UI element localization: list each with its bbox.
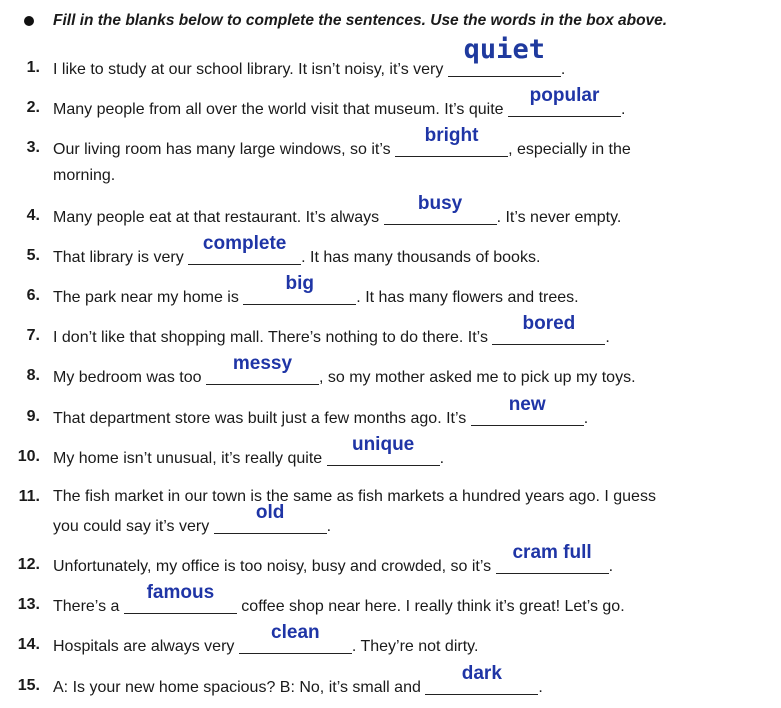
sentence-before: Unfortunately, my office is too noisy, busy and crowded, so it’s: [53, 558, 496, 575]
sentence-before: The park near my home is: [53, 289, 244, 306]
item-line: [53, 273, 579, 312]
sentence-after: , so my mother asked me to pick up my toys.: [318, 369, 636, 386]
answer-blank[interactable]: [239, 622, 352, 654]
sentence-before: you could say it’s very: [53, 518, 214, 535]
item-line: [53, 663, 543, 702]
sentence-after: .: [605, 329, 610, 346]
typed-answer: busy: [417, 193, 463, 214]
sentence-after: .: [439, 450, 445, 467]
answer-blank[interactable]: [448, 34, 561, 77]
item-number: 13.: [17, 596, 40, 613]
item-number: 15.: [17, 677, 40, 694]
answer-blank[interactable]: [214, 502, 327, 534]
item-line: [53, 233, 541, 272]
bullet-icon: [24, 16, 34, 26]
instructions-text: Fill in the blanks below to complete the sentences. Use the words in the box above.: [53, 12, 668, 29]
answer-blank[interactable]: [395, 125, 508, 157]
typed-answer: dark: [461, 663, 502, 684]
typed-answer: famous: [146, 582, 215, 603]
sentence-before: That department store was built just a few months ago. It’s: [53, 410, 471, 427]
sentence-before: Hospitals are always very: [53, 638, 239, 655]
item-number: 14.: [17, 636, 40, 653]
answer-blank[interactable]: [425, 663, 538, 695]
item-line: [53, 353, 636, 392]
typed-answer: complete: [202, 233, 287, 254]
item-number: 3.: [26, 139, 40, 156]
sentence-after: .: [621, 101, 626, 118]
item-line: [53, 125, 631, 164]
answer-blank[interactable]: [384, 193, 497, 225]
sentence-after: . It has many thousands of books.: [301, 249, 541, 266]
item-number: 6.: [26, 287, 40, 304]
sentence-after: . It’s never empty.: [496, 209, 622, 226]
item-number: 12.: [17, 556, 40, 573]
typed-answer: clean: [271, 622, 320, 643]
item-line: [53, 34, 566, 84]
answer-blank[interactable]: [496, 542, 609, 574]
item-number: 10.: [17, 448, 40, 465]
sentence-after: .: [583, 410, 589, 427]
typed-answer: new: [508, 394, 546, 415]
item-number: 8.: [26, 367, 40, 384]
sentence-after: . It has many flowers and trees.: [356, 289, 579, 306]
item-line-2: [53, 502, 332, 541]
item-number: 7.: [26, 327, 40, 344]
item-number: 4.: [26, 207, 40, 224]
instructions: [20, 8, 780, 34]
answer-blank[interactable]: [243, 273, 356, 305]
sentence-before: My bedroom was too: [53, 369, 206, 386]
sentence-before: Our living room has many large windows, so it’s: [53, 141, 396, 158]
sentence-after: . They’re not dirty.: [351, 638, 479, 655]
item-line: [53, 582, 625, 621]
item-number: 9.: [26, 408, 40, 425]
typed-answer: cram full: [512, 542, 592, 563]
item-number: 5.: [26, 247, 40, 264]
answer-blank[interactable]: [471, 394, 584, 426]
sentence-before: That library is very: [53, 249, 189, 266]
item-line-2: morning.: [53, 167, 116, 184]
sentence-after: , especially in the: [508, 141, 631, 158]
sentence-after: .: [538, 679, 543, 696]
typed-answer: unique: [351, 434, 415, 455]
item-line: [53, 542, 614, 581]
typed-answer: old: [255, 502, 285, 523]
item-number: 11.: [18, 488, 40, 505]
typed-answer: bored: [522, 313, 576, 334]
item-line: [53, 85, 626, 124]
answer-blank[interactable]: [492, 313, 605, 345]
item-number: 2.: [26, 99, 40, 116]
typed-answer: bright: [424, 125, 479, 146]
answer-blank[interactable]: [508, 85, 621, 117]
sentence-after: coffee shop near here. I really think it’s great! Let’s go.: [236, 598, 625, 615]
typed-answer: messy: [232, 353, 293, 374]
sentence-after: .: [326, 518, 332, 535]
answer-blank[interactable]: [188, 233, 301, 265]
sentence-before: I don’t like that shopping mall. There’s nothing to do there. It’s: [53, 329, 493, 346]
item-line: [53, 313, 610, 352]
sentence-before: Many people from all over the world visit that museum. It’s quite: [53, 101, 509, 118]
item-number: 1.: [26, 59, 40, 76]
typed-answer: popular: [529, 85, 600, 106]
item-line: The fish market in our town is the same as fish markets a hundred years ago. I guess: [53, 488, 656, 505]
item-line: [53, 434, 445, 473]
sentence-before: Many people eat at that restaurant. It’s always: [53, 209, 384, 226]
item-line: [53, 193, 622, 232]
answer-blank[interactable]: [327, 434, 440, 466]
item-line: [53, 394, 589, 433]
answer-blank[interactable]: [124, 582, 237, 614]
sentence-before: There’s a: [53, 598, 124, 615]
answer-blank[interactable]: [206, 353, 319, 385]
sentence-before: I like to study at our school library. It isn’t noisy, it’s very: [53, 61, 448, 78]
sentence-after: .: [608, 558, 614, 575]
handwritten-answer: quiet: [463, 34, 545, 65]
item-line: [53, 622, 479, 661]
sentence-after: .: [560, 61, 566, 78]
sentence-before: My home isn’t unusual, it’s really quite: [53, 450, 327, 467]
sentence-before: A: Is your new home spacious? B: No, it’s small and: [53, 679, 426, 696]
typed-answer: big: [285, 273, 315, 294]
